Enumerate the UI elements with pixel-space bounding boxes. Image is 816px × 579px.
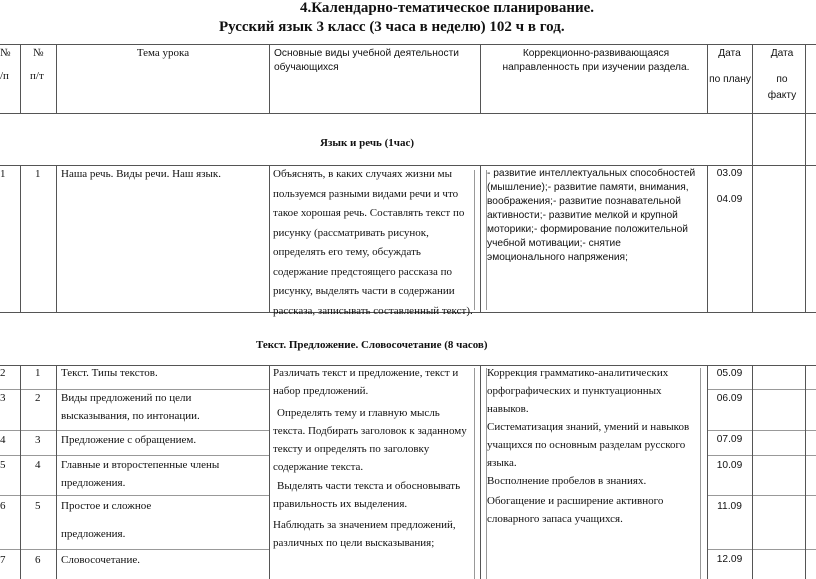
row-number: 3 xyxy=(0,392,6,404)
header-num2-sub: п/т xyxy=(30,70,44,82)
correction-paragraph: Обогащение и расширение активного словарного запаса учащихся. xyxy=(487,495,664,525)
row-topic-continued: предложения. xyxy=(61,528,126,540)
header-num2: № xyxy=(33,47,44,59)
section-title: Текст. Предложение. Словосочетание (8 часов) xyxy=(256,339,488,351)
activity-paragraph: Выделять части текста и обосновывать правильность их выделения. xyxy=(273,480,461,510)
row-topic: Наша речь. Виды речи. Наш язык. xyxy=(61,168,222,180)
row-date: 07.09 xyxy=(716,434,743,445)
row-lesson-number: 1 xyxy=(35,367,41,379)
row-lesson-number: 1 xyxy=(35,168,41,180)
correction-paragraph: Восполнение пробелов в знаниях. xyxy=(487,475,647,487)
row-date1: 03.09 xyxy=(716,168,743,179)
activity-paragraph: Определять тему и главную мысль текста. Подбирать заголовок к заданному тексту и определять по заголовку содержание текста. xyxy=(273,407,467,473)
header-fact-date-sub1: по xyxy=(776,74,788,85)
document-title-line2: Русский язык 3 класс (3 часа в неделю) 102 ч в год. xyxy=(219,19,565,35)
row-lesson-number: 4 xyxy=(35,459,41,471)
row-number: 7 xyxy=(0,554,6,566)
row-activities: Объяснять, в каких случаях жизни мы пользуемся разными видами речи и что такое хорошая речь. Составлять текст по рисунку (рассматривать рисунок, определять его тему, обсуждать содержание предстоящего рассказа по рисунку, выделять части в содержании рассказа, записывать составленный текст). xyxy=(273,168,473,317)
row-topic: Текст. Типы текстов. xyxy=(61,367,158,379)
row-lesson-number: 2 xyxy=(35,392,41,404)
row-topic: Предложение с обращением. xyxy=(61,434,197,446)
row-topic: Виды предложений по цели высказывания, по интонации. xyxy=(61,392,200,422)
row-date: 11.09 xyxy=(717,501,742,512)
row-date: 12.09 xyxy=(716,554,743,565)
row-date2: 04.09 xyxy=(716,194,743,205)
row-topic: Главные и второстепенные члены предложения. xyxy=(61,459,220,489)
section-title: Язык и речь (1час) xyxy=(320,137,415,149)
header-num1-sub: /п xyxy=(0,70,9,82)
correction-paragraph: Коррекция грамматико-аналитических орфографических и пунктуационных навыков. xyxy=(487,367,669,415)
row-lesson-number: 5 xyxy=(35,500,41,512)
header-topic: Тема урока xyxy=(136,47,190,59)
row-number: 4 xyxy=(0,434,6,446)
row-topic: Простое и сложное xyxy=(61,500,152,512)
row-date: 05.09 xyxy=(716,368,743,379)
header-activities: Основные виды учебной деятельности обучающихся xyxy=(274,48,459,73)
row-topic: Словосочетание. xyxy=(61,554,140,566)
row-number: 6 xyxy=(0,500,6,512)
row-date: 06.09 xyxy=(716,393,743,404)
header-plan-date: Дата xyxy=(718,48,741,59)
header-correction: Коррекционно-развивающаяся направленность при изучении раздела. xyxy=(502,48,690,73)
row-number: 1 xyxy=(0,168,6,180)
row-lesson-number: 6 xyxy=(35,554,41,566)
header-plan-date-sub: по плану xyxy=(709,74,751,85)
header-fact-date-sub2: факту xyxy=(767,90,797,101)
document-title-line1: 4.Календарно-тематическое планирование. xyxy=(300,0,595,16)
row-date: 10.09 xyxy=(716,460,743,471)
row-lesson-number: 3 xyxy=(35,434,41,446)
row-number: 5 xyxy=(0,459,6,471)
row-correction: - развитие интеллектуальных способностей (мышление);- развитие памяти, внимания, воображения;- развитие познавательной активности;- развитие мелкой и крупной моторики;- формирование положительной учебной мотивации;- снятие эмоционального напряжения; xyxy=(487,168,696,263)
header-fact-date: Дата xyxy=(770,48,794,59)
header-num1: № xyxy=(0,47,11,59)
activity-paragraph: Наблюдать за значением предложений, различных по цели высказывания; xyxy=(273,519,456,549)
row-number: 2 xyxy=(0,367,6,379)
activity-paragraph: Различать текст и предложение, текст и набор предложений. xyxy=(273,367,459,397)
correction-paragraph: Систематизация знаний, умений и навыков учащихся по основным разделам русского языка. xyxy=(487,421,690,469)
